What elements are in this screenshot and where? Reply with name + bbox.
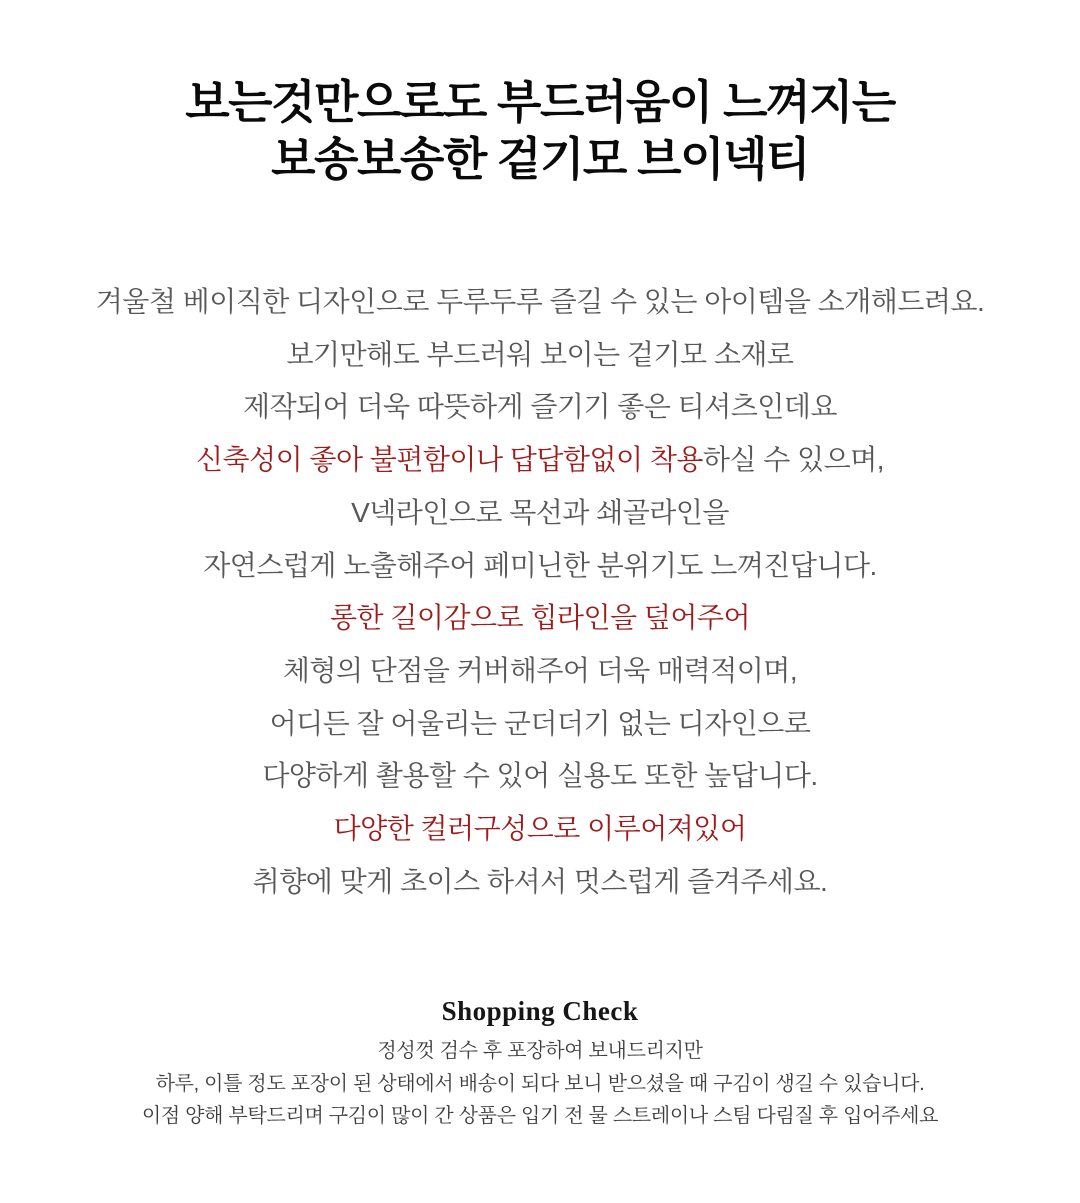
description-text-segment: 취향에 맞게 초이스 하셔서 멋스럽게 즐겨주세요. [252, 865, 828, 897]
description-text-segment: 다양하게 촬용할 수 있어 실용도 또한 높답니다. [262, 760, 818, 792]
description-line [0, 540, 1080, 593]
product-description [0, 276, 1080, 908]
shopping-check-heading: Shopping Check [441, 996, 639, 1027]
title-line-1: 보는것만으로도 부드러움이 느껴지는 [185, 76, 895, 128]
description-line [0, 329, 1080, 382]
description-highlight: 다양한 컬러구성으로 이루어져있어 [333, 813, 747, 845]
description-text-segment: V넥라인으로 목선과 쇄골라인을 [351, 496, 729, 528]
description-text-segment: 자연스럽게 노출해주어 페미닌한 분위기도 느껴진답니다. [203, 549, 877, 581]
description-text-segment: 어디든 잘 어울리는 군더더기 없는 디자인으로 [269, 707, 811, 739]
description-text-segment: 보기만해도 부드러워 보이는 겉기모 소재로 [286, 338, 794, 370]
description-line [0, 803, 1080, 856]
shopping-check-note: 이점 양해 부탁드리며 구김이 많이 간 상품은 입기 전 물 스트레이나 스팀 다림질 후 입어주세요 [141, 1105, 939, 1128]
description-text-segment: 체형의 단점을 커버해주어 더욱 매력적이며, [282, 654, 798, 686]
description-line [0, 487, 1080, 540]
shopping-check-note: 하루, 이틀 정도 포장이 된 상태에서 배송이 되다 보니 받으셨을 때 구김이 생길 수 있습니다. [155, 1072, 925, 1095]
shopping-check-notes [0, 1035, 1080, 1133]
description-text-segment: 하실 수 있으며, [702, 444, 885, 476]
description-line [0, 698, 1080, 751]
description-highlight: 신축성이 좋아 불편함이나 답답함없이 착용 [195, 444, 703, 476]
shopping-check-section [0, 993, 1080, 1133]
description-line [0, 645, 1080, 698]
description-line [0, 592, 1080, 645]
description-text-segment: 제작되어 더욱 따뜻하게 즐기기 좋은 티셔츠인데요 [243, 391, 837, 423]
description-line [0, 381, 1080, 434]
description-line [0, 276, 1080, 329]
title-line-2: 보송보송한 겉기모 브이넥티 [271, 133, 809, 185]
description-line [0, 434, 1080, 487]
page-title [0, 0, 1080, 188]
description-line [0, 750, 1080, 803]
description-text-segment: 겨울철 베이직한 디자인으로 두루두루 즐길 수 있는 아이템을 소개해드려요. [95, 286, 985, 317]
shopping-check-note: 정성껏 검수 후 포장하여 보내드리지만 [377, 1040, 703, 1063]
description-highlight: 롱한 길이감으로 힙라인을 덮어주어 [329, 602, 751, 634]
description-line [0, 856, 1080, 909]
